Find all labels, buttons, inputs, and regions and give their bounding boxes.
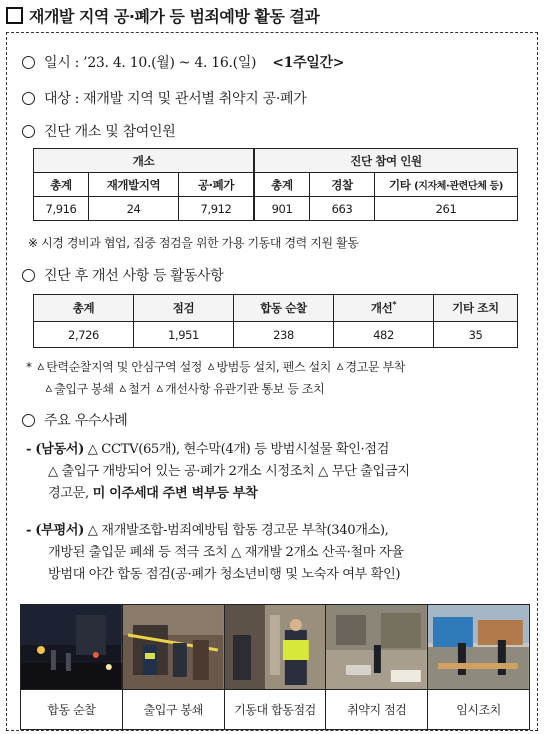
col-vacant: 공·폐가 [179,173,255,197]
col-improvement [334,295,434,322]
participants-table [33,148,518,221]
footnote-mark: * [392,300,397,310]
photo-card [225,605,327,729]
case-label: - (남동서) [26,442,84,457]
table-cell: 238 [234,322,334,348]
col-redevelopment: 재개발지역 [89,173,179,197]
riot-unit-inspection-photo [225,605,326,689]
table-cell: 1,951 [134,322,234,348]
footnote-line-1: * ㅿ탄력순찰지역 및 안심구역 설정 ㅿ방범등 설치, 펜스 설치 ㅿ경고문 부착 [26,360,405,374]
col-joint-patrol: 합동 순찰 [234,295,334,322]
page-title-text: 재개발 지역 공·폐가 등 범죄예방 활동 결과 [29,6,320,26]
circle-bullet-icon [22,56,35,69]
case-text: △ 출입구 개방되어 있는 공·폐가 2개소 시정조치 △ 무단 출입금지 [48,464,410,479]
case-text: △ 재개발조합-범죄예방팀 합동 경고문 부착(340개소), [83,523,389,538]
photo-caption: 취약지 점검 [326,689,427,729]
checkbox-square-icon [6,7,23,24]
case-text: 경고문, [48,486,93,501]
circle-bullet-icon [22,414,35,427]
section-best-cases [22,410,128,430]
header-participants: 진단 참여 인원 [254,149,518,173]
case-label: - (부평서) [26,523,84,538]
photo-caption: 기동대 합동점검 [225,689,326,729]
duration-emphasis: <1주일간> [272,55,345,71]
table-cell: 482 [334,322,434,348]
table-cell: 2,726 [34,322,134,348]
note-support: ※ 시경 경비과 협업, 집중 점검을 위한 가용 기동대 경력 지원 활동 [28,236,359,250]
table-cell: 24 [89,197,179,221]
photo-card [123,605,225,729]
case-bupyeong [26,520,534,586]
photo-caption: 출입구 봉쇄 [123,689,224,729]
night-patrol-photo [21,605,122,689]
case-namdong [26,439,534,505]
case-text: △ CCTV(65개), 현수막(4개) 등 방범시설물 확인·점검 [83,442,389,457]
circle-bullet-icon [22,92,35,105]
section-activities [22,265,223,285]
footnote-line-2: ㅿ출입구 봉쇄 ㅿ철거 ㅿ개선사항 유관기관 통보 등 조치 [43,382,325,396]
table-cell: 663 [310,197,375,221]
table-cell: 35 [434,322,518,348]
col-police: 경찰 [310,173,375,197]
date-text: 일시 : ’23. 4. 10.(월) ~ 4. 16.(일) [44,55,257,71]
col-other-note: (지자체·관련단체 등) [414,180,503,192]
col-total: 총계 [254,173,310,197]
col-other-measures: 기타 조치 [434,295,518,322]
photo-caption: 합동 순찰 [21,689,122,729]
photo-card [428,605,529,729]
circle-bullet-icon [22,125,35,138]
table-cell: 261 [375,197,518,221]
table-cell: 7,916 [34,197,89,221]
case-text: 방범대 야간 합동 점검(공·폐가 청소년비행 및 노숙자 여부 확인) [48,567,401,582]
col-other-label: 기타 [389,177,411,192]
photo-caption: 임시조치 [428,689,529,729]
photo-card [326,605,428,729]
photo-card [21,605,123,729]
section-heading: 진단 개소 및 참여인원 [44,124,176,140]
section-participants [22,121,175,141]
target-line [22,88,306,108]
section-heading: 주요 우수사례 [44,413,128,429]
table-cell: 7,912 [179,197,255,221]
entrance-sealing-photo [123,605,224,689]
table-cell: 901 [254,197,310,221]
date-line [22,52,344,72]
activities-table [33,294,518,348]
col-improvement-label: 개선 [370,301,393,315]
col-total: 총계 [34,295,134,322]
photo-strip [20,604,530,730]
vulnerable-area-photo [326,605,427,689]
circle-bullet-icon [22,269,35,282]
col-inspection: 점검 [134,295,234,322]
col-total: 총계 [34,173,89,197]
page-title [6,2,319,28]
target-text: 대상 : 재개발 지역 및 관서별 취약지 공·폐가 [44,91,307,107]
case-emphasis: 미 이주세대 주변 벽부등 부착 [92,486,258,501]
temporary-measure-photo [428,605,529,689]
col-other [375,173,518,197]
case-text: 개방된 출입문 폐쇄 등 적극 조치 △ 재개발 2개소 산곡·철마 자율 [48,545,404,560]
header-sites: 개소 [34,149,255,173]
section-heading: 진단 후 개선 사항 등 활동사항 [44,268,224,284]
